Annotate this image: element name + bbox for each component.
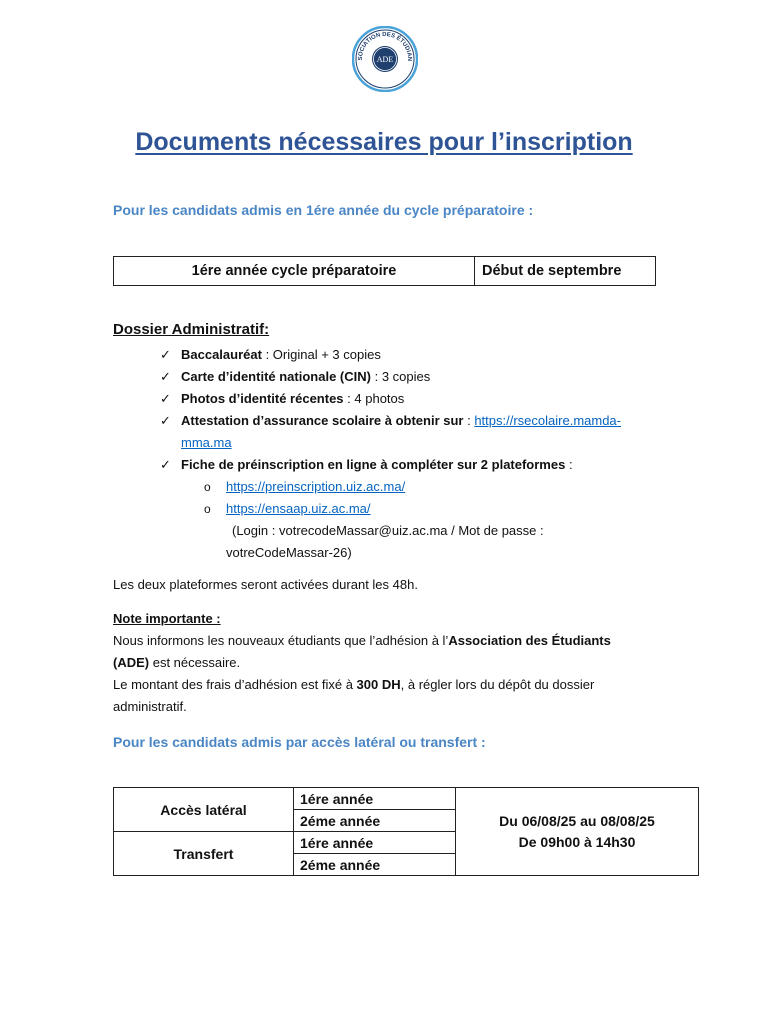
prep-cycle-table [113,256,656,286]
ade-seal-logo-icon [352,26,418,92]
note-bold-amount: 300 DH [356,677,401,692]
ade-logo [352,26,418,92]
dossier-heading: Dossier Administratif: [113,321,270,338]
logo-ring-text: SOCIATION DES ÉTUDIAN [357,31,413,62]
year-cell: 2éme année [294,810,456,832]
lateral-transfer-table [113,787,699,876]
platform-item [160,476,680,498]
note-heading: Note importante : [113,611,221,626]
checkmark-icon: ✓ [160,347,171,362]
year-cell: 2éme année [294,854,456,876]
year-cell: 1ére année [294,832,456,854]
prep-date-cell: Début de septembre [475,257,656,286]
item-label: Attestation d’assurance scolaire à obtenir sur [181,413,464,428]
circle-bullet-icon: o [204,480,211,494]
dossier-list [160,344,680,564]
note-text: , à régler lors du dépôt du dossier [400,677,595,692]
transfer-label: Transfert [114,832,294,876]
checkmark-icon: ✓ [160,457,171,472]
note-text: Nous informons les nouveaux étudiants que l’adhésion à l’ [113,633,449,648]
item-sep: : [565,457,573,472]
item-sep: : [463,413,475,428]
dates-hours: De 09h00 à 14h30 [518,833,636,850]
note-text: administratif. [113,699,187,714]
note-text: est nécessaire. [149,655,241,670]
table-row [114,788,699,810]
note-text: Le montant des frais d’adhésion est fixé à [113,677,357,692]
circle-bullet-icon: o [204,502,211,516]
insurance-link[interactable]: https://rsecolaire.mamda- [474,413,621,428]
item-label: Carte d’identité nationale (CIN) [181,369,371,384]
item-label: Fiche de préinscription en ligne à compléter sur 2 plateformes [181,457,566,472]
list-item [160,454,680,476]
list-item [160,366,680,388]
note-bold-association: Association des Étudiants [448,633,611,648]
item-sep: : [370,369,382,384]
lateral-label: Accès latéral [114,788,294,832]
checkmark-icon: ✓ [160,391,171,406]
platform-item [160,498,680,520]
item-label: Photos d’identité récentes [181,391,344,406]
item-value: 3 copies [381,369,431,384]
checkmark-icon: ✓ [160,413,171,428]
item-value: 4 photos [354,391,405,406]
logo-center-text: ADE [376,55,394,64]
list-item [160,410,680,454]
table-row [114,257,656,286]
login-info-cont: votreCodeMassar-26) [226,545,352,560]
list-item [160,344,680,366]
note-bold-ade: (ADE) [113,655,150,670]
item-sep: : [261,347,273,362]
section2-heading: Pour les candidats admis par accès latéral ou transfert : [113,734,486,750]
item-value: Original + 3 copies [272,347,381,362]
dates-cell [456,788,699,876]
checkmark-icon: ✓ [160,369,171,384]
login-info: (Login : votrecodeMassar@uiz.ac.ma / Mot de passe : [232,523,544,538]
insurance-link-cont[interactable]: mma.ma [181,435,232,450]
item-label: Baccalauréat [181,347,262,362]
activation-text: Les deux plateformes seront activées durant les 48h. [113,577,418,592]
dates-range: Du 06/08/25 au 08/08/25 [499,812,655,829]
note-block [113,608,673,718]
year-cell: 1ére année [294,788,456,810]
list-item [160,388,680,410]
page-title: Documents nécessaires pour l’inscription [135,128,633,156]
preinscription-link[interactable]: https://preinscription.uiz.ac.ma/ [226,479,406,494]
prep-level-cell: 1ére année cycle préparatoire [114,257,475,286]
ensaap-link[interactable]: https://ensaap.uiz.ac.ma/ [226,501,371,516]
section1-heading: Pour les candidats admis en 1ére année du cycle préparatoire : [113,202,534,218]
item-sep: : [343,391,355,406]
